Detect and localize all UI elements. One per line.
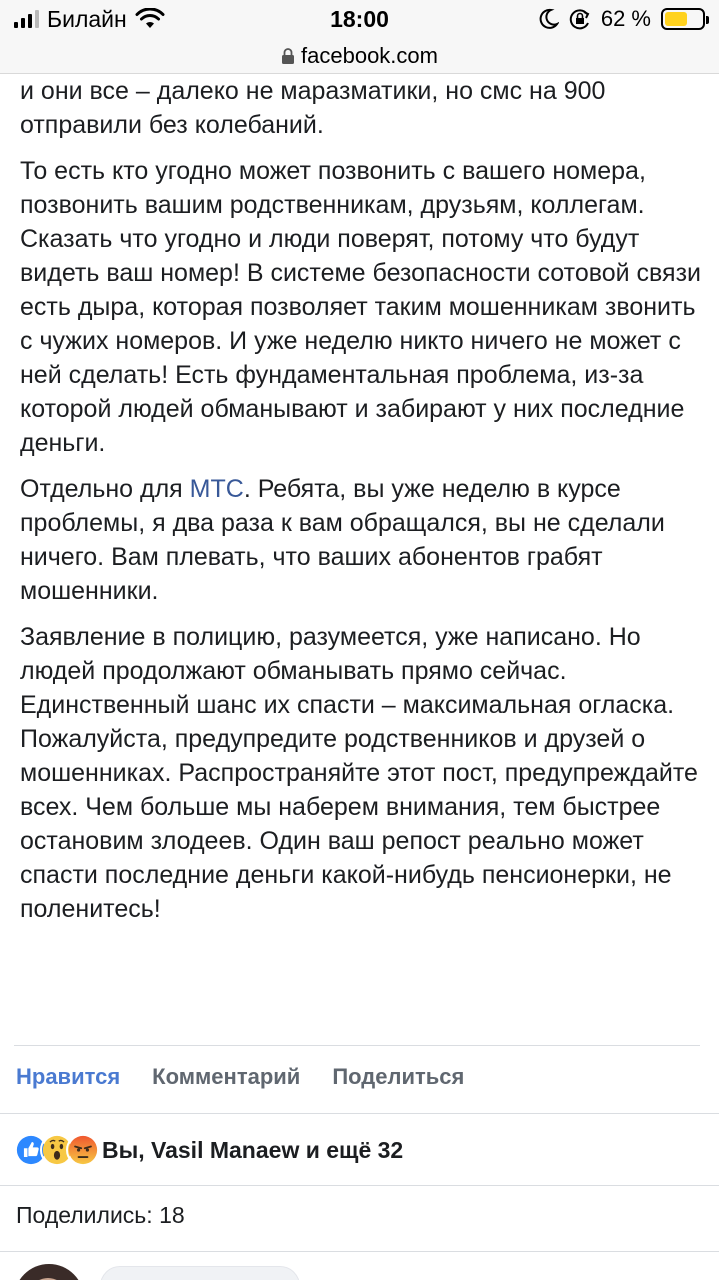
battery-fill <box>665 12 687 26</box>
lock-icon <box>281 47 295 65</box>
divider <box>14 1045 700 1046</box>
post-paragraph-1: и они все – далеко не маразматики, но смс на 900 отправили без колебаний. <box>20 77 606 139</box>
mts-link[interactable]: МТС <box>189 475 244 503</box>
url-bar[interactable] <box>0 38 719 74</box>
post-actions <box>16 1064 464 1098</box>
comment-button[interactable]: Комментарий <box>152 1064 301 1089</box>
divider <box>0 1251 719 1252</box>
post-paragraph-3-end: . Ребята, вы уже неделю в курсе проблемы, я два раза к вам обращался, вы не сделали ничего. Вам плевать, что ваших абонентов грабят мошенники. <box>20 475 665 605</box>
divider <box>0 1185 719 1186</box>
reactions-text: Вы, Vasil Manaew и ещё 32 <box>102 1136 404 1163</box>
post-paragraph-4: Заявление в полицию, разумеется, уже написано. Но людей продолжают обманывать прямо сейчас. Единственный шанс их спасти – максимальная огласка. Пожалуйста, предупредите родственников и друзей о мошенниках. Распространяйте этот пост, предупреждайте всех. Чем больше мы наберем внимания, тем быстрее остановим злодеев. Один ваш репост реально может спасти последние деньги какой-нибудь пенсионерки, не поленитесь! <box>20 623 698 923</box>
shares-count[interactable]: Поделились: 18 <box>16 1202 185 1228</box>
rotation-lock-icon <box>569 8 591 30</box>
post-paragraph-3-start: Отдельно для <box>20 475 190 503</box>
reactions-summary[interactable] <box>14 1130 403 1170</box>
status-time: 18:00 <box>330 6 389 32</box>
status-bar <box>0 0 719 38</box>
avatar[interactable] <box>14 1264 84 1280</box>
status-right <box>537 6 705 32</box>
reaction-icons <box>14 1133 92 1167</box>
like-button[interactable]: Нравится <box>16 1064 121 1089</box>
post-paragraph-3 <box>20 472 705 608</box>
battery-percent: 62 % <box>600 6 651 31</box>
post-paragraph-2: То есть кто угодно может позвонить с вашего номера, позвонить вашим родственникам, друзьям, коллегам. Сказать что угодно и люди поверят, потому что будут видеть ваш номер! В системе безопасности сотовой связи есть дыра, которая позволяет таким мошенникам звонить с чужих номеров. И уже неделю никто ничего не может с ней сделать! Есть фундаментальная проблема, из-за которой людей обманывают и забирают у них последние деньги. <box>20 157 702 457</box>
url-domain: facebook.com <box>301 42 438 68</box>
moon-icon <box>537 8 559 30</box>
comment-input[interactable] <box>100 1266 300 1280</box>
carrier-name: Билайн <box>47 5 127 32</box>
battery-icon <box>661 8 705 30</box>
share-button[interactable]: Поделиться <box>332 1064 465 1089</box>
post-body <box>20 74 705 938</box>
angry-reaction-icon <box>66 1133 100 1167</box>
divider <box>0 1113 719 1114</box>
